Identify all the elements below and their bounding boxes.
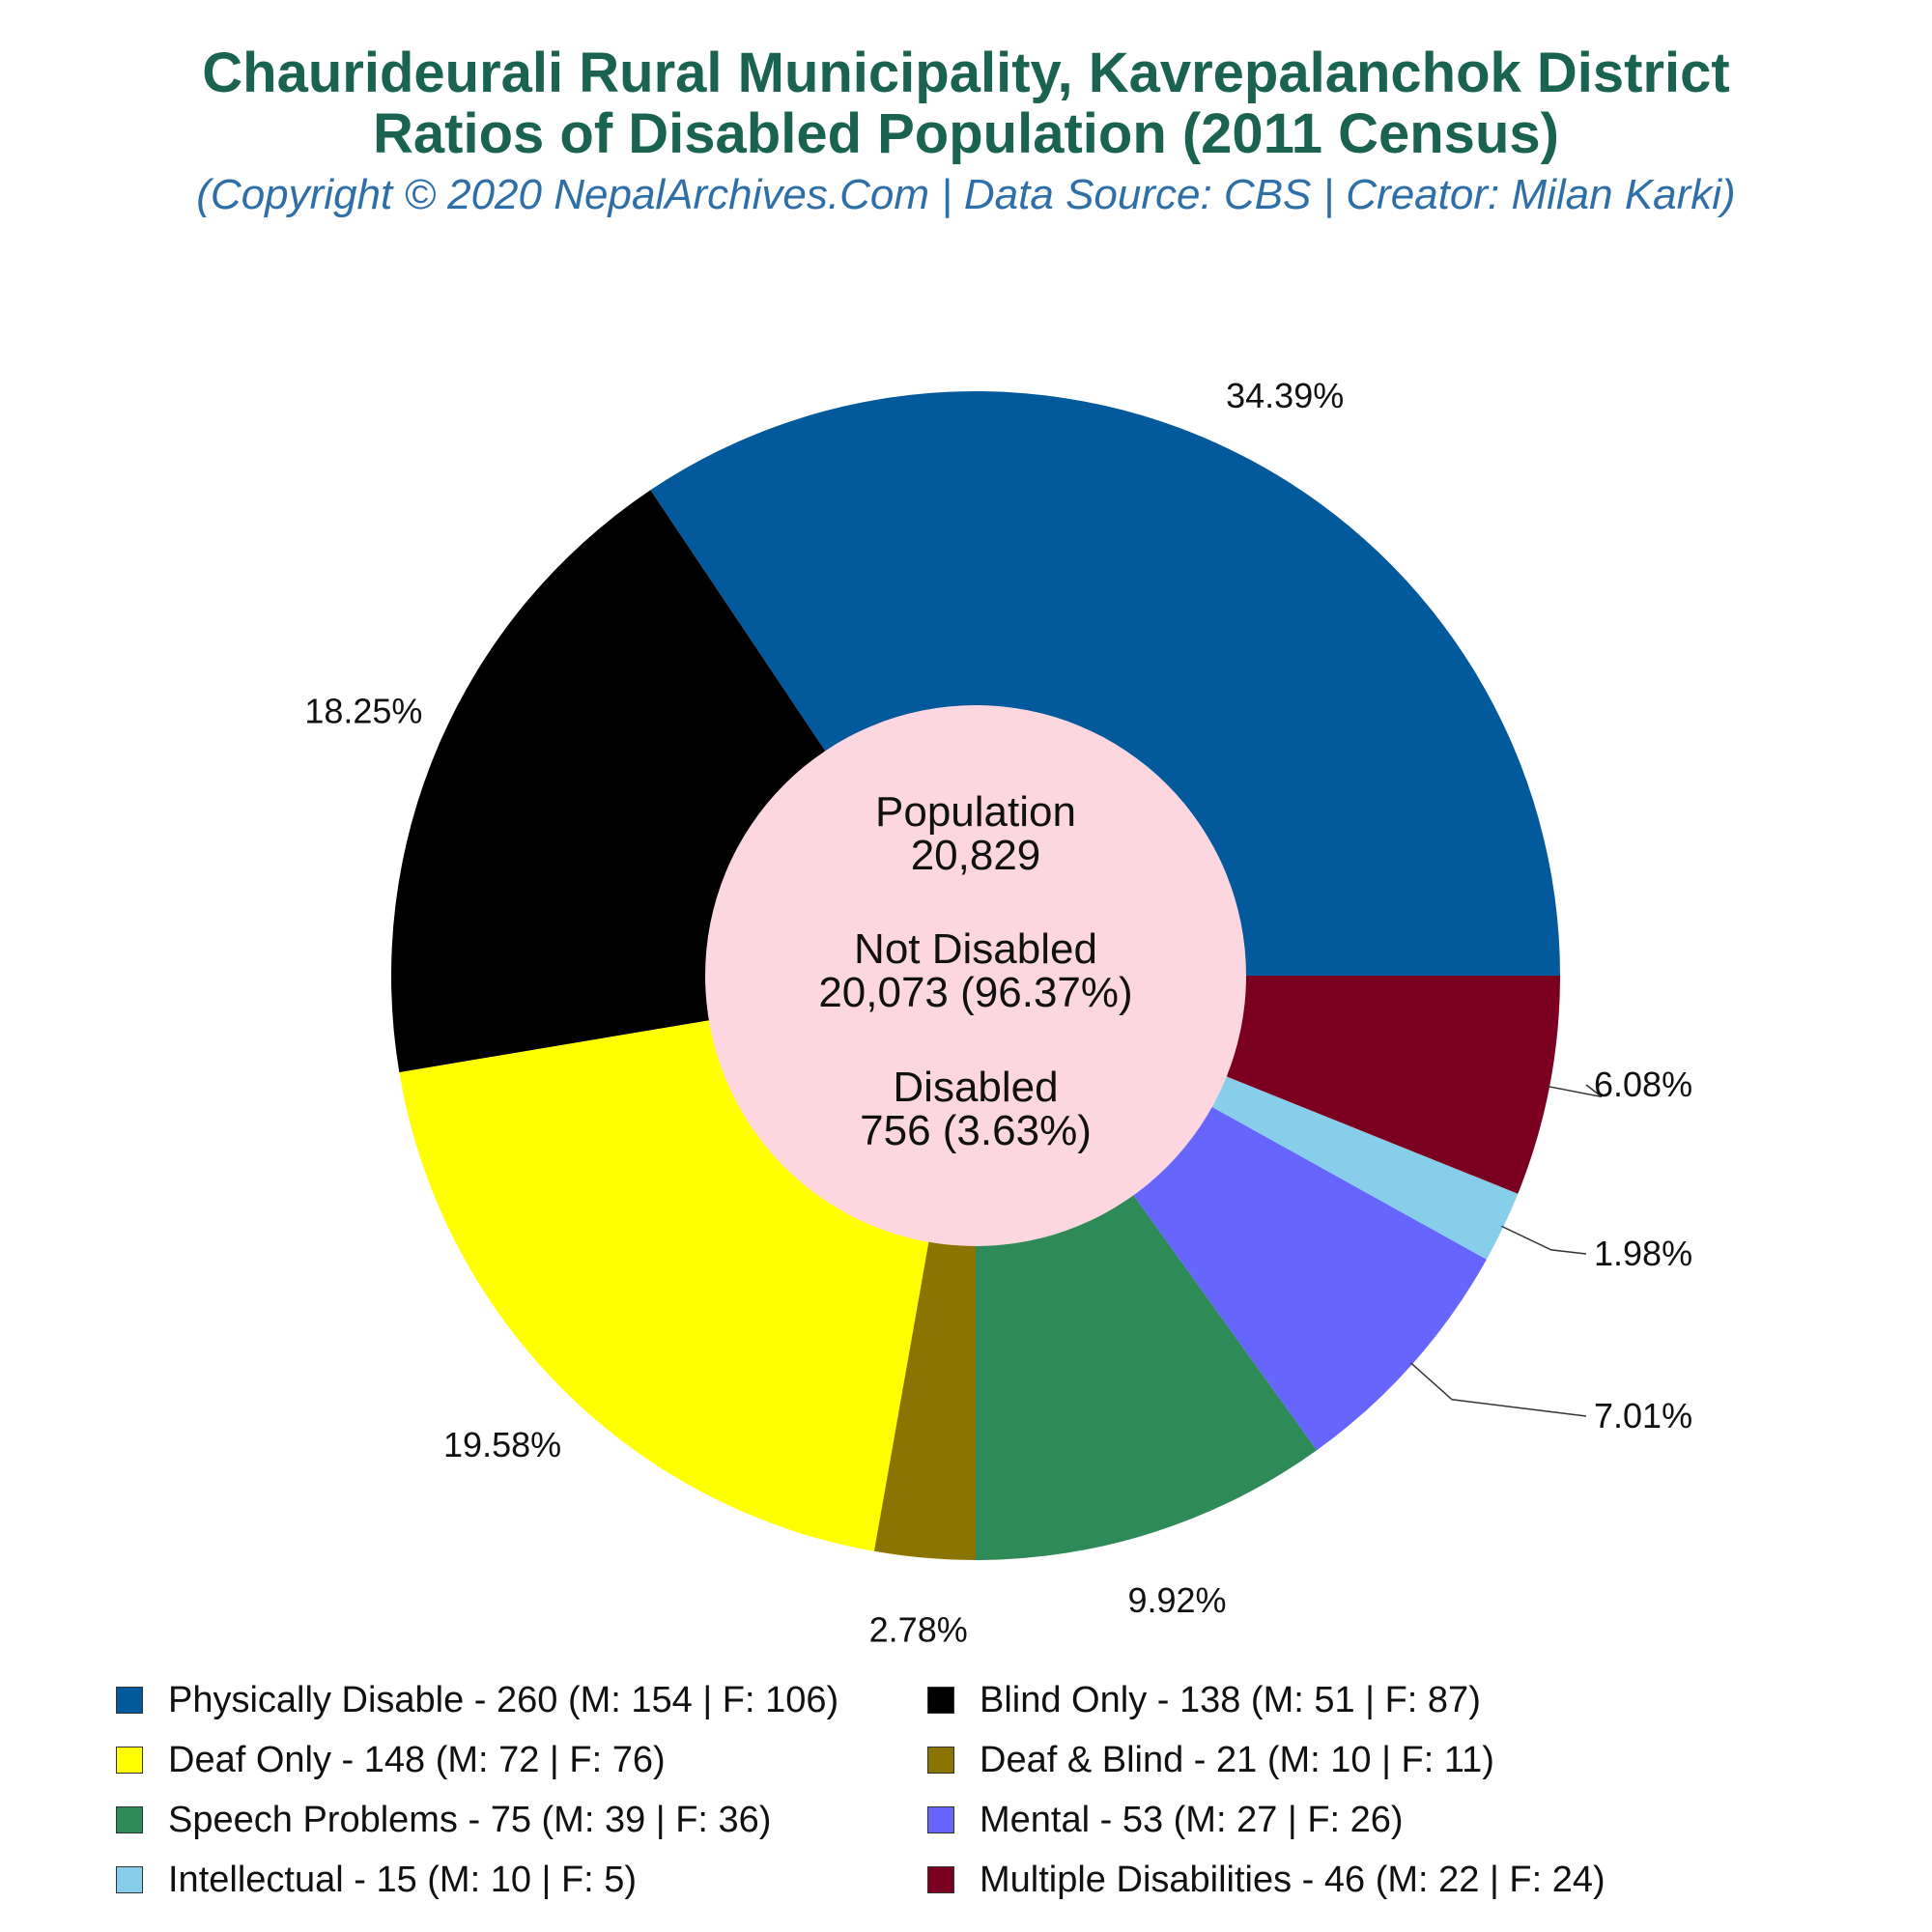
legend-label: Speech Problems - 75 (M: 39 | F: 36) bbox=[168, 1799, 772, 1840]
leader-line bbox=[1410, 1363, 1586, 1416]
percent-label: 1.98% bbox=[1594, 1234, 1693, 1273]
legend-swatch bbox=[116, 1687, 143, 1714]
legend-item bbox=[927, 1796, 1404, 1844]
legend-item bbox=[927, 1676, 1481, 1724]
legend-item bbox=[927, 1736, 1494, 1784]
legend-label: Deaf & Blind - 21 (M: 10 | F: 11) bbox=[980, 1739, 1494, 1780]
center-disabled-value: 756 (3.63%) bbox=[860, 1107, 1092, 1154]
legend-swatch bbox=[116, 1806, 143, 1833]
legend-label: Deaf Only - 148 (M: 72 | F: 76) bbox=[168, 1739, 666, 1780]
chart-title-line-1: Chaurideurali Rural Municipality, Kavrepalanchok District bbox=[202, 42, 1730, 104]
leader-line bbox=[1501, 1226, 1586, 1254]
center-population-label: Population bbox=[875, 788, 1076, 836]
legend-swatch bbox=[927, 1806, 954, 1833]
legend-item bbox=[116, 1676, 838, 1724]
chart-title-line-2: Ratios of Disabled Population (2011 Census) bbox=[373, 102, 1559, 165]
percent-label: 18.25% bbox=[304, 691, 423, 731]
legend-label: Blind Only - 138 (M: 51 | F: 87) bbox=[980, 1679, 1481, 1720]
chart-subtitle: (Copyright © 2020 NepalArchives.Com | Data Source: CBS | Creator: Milan Karki) bbox=[196, 171, 1736, 218]
legend-swatch bbox=[927, 1687, 954, 1714]
legend-item bbox=[116, 1736, 666, 1784]
percent-label: 7.01% bbox=[1594, 1396, 1693, 1435]
percent-label: 9.92% bbox=[1127, 1580, 1227, 1621]
center-not-disabled-label: Not Disabled bbox=[854, 925, 1097, 973]
legend-label: Multiple Disabilities - 46 (M: 22 | F: 24) bbox=[980, 1859, 1605, 1900]
legend-swatch bbox=[927, 1747, 954, 1774]
percent-label: 2.78% bbox=[868, 1609, 968, 1650]
center-disabled-label: Disabled bbox=[893, 1064, 1059, 1111]
legend-item bbox=[116, 1856, 637, 1904]
legend-label: Mental - 53 (M: 27 | F: 26) bbox=[980, 1799, 1404, 1840]
legend-item bbox=[116, 1796, 771, 1844]
legend-swatch bbox=[116, 1866, 143, 1893]
percent-label: 6.08% bbox=[1594, 1065, 1693, 1104]
legend-item bbox=[927, 1856, 1605, 1904]
percent-label: 34.39% bbox=[1226, 376, 1345, 416]
legend-label: Physically Disable - 260 (M: 154 | F: 106) bbox=[168, 1679, 839, 1720]
legend-swatch bbox=[927, 1866, 954, 1893]
legend-swatch bbox=[116, 1747, 143, 1774]
percent-label: 19.58% bbox=[443, 1424, 562, 1464]
center-population-value: 20,829 bbox=[910, 832, 1041, 879]
legend-label: Intellectual - 15 (M: 10 | F: 5) bbox=[168, 1859, 638, 1900]
center-not-disabled-value: 20,073 (96.37%) bbox=[818, 969, 1133, 1016]
